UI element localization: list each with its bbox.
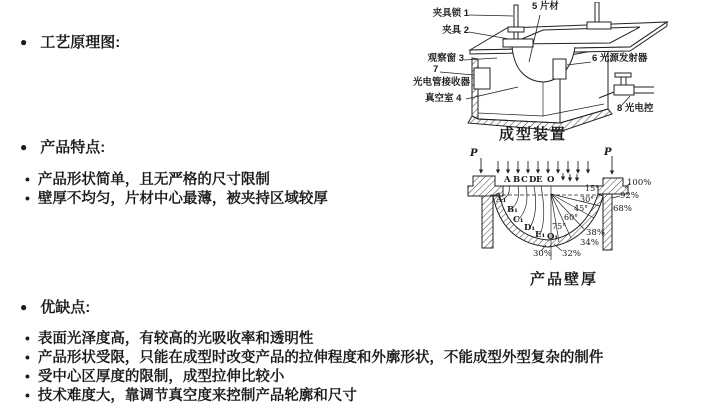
list-item [25,188,328,207]
section-process-heading [20,31,120,52]
pct-30: 30% [533,249,552,259]
point-b1: B₁ [507,205,518,215]
receiver-label: 光电管接收器 [413,77,471,88]
sub-bullet-icon: • [25,170,30,187]
point-c1: C₁ [513,215,524,225]
bullet-icon: ● [20,139,28,154]
angle-15: 15° [585,184,600,193]
pct-68: 68% [613,204,632,214]
proscons-item-text: 表面光泽度高，有较高的光吸收率和透明性 [37,331,314,347]
forming-device-figure [393,2,720,148]
pct-34: 34% [580,238,599,248]
clamp-lock-label: 夹具锁 1 [432,8,469,19]
feature-item-text: 产品形状简单，且无严格的尺寸限制 [37,172,270,188]
vacuum-chamber-label: 真空室 4 [425,93,462,104]
point-d1: D₁ [524,223,536,233]
photo-control-label: 8 光电控 [617,103,654,114]
angle-30: 30° [580,195,595,204]
point-e1: E₁ [535,230,546,240]
wall-thickness-caption: 产品壁厚 [530,271,599,288]
section-features-heading [20,136,105,157]
list-item [25,366,603,385]
point-o: O [547,175,555,185]
angle-45: 45° [574,204,589,213]
proscons-item-text: 受中心区厚度的限制，成型拉伸比较小 [37,369,285,385]
wall-thickness-figure [450,148,720,293]
window-label: 观察窗 3 [427,53,464,64]
point-a: A [504,175,511,185]
proscons-list [25,328,603,404]
pct-100: 100% [627,178,652,188]
list-item [25,385,603,404]
point-e: E [536,175,543,185]
sub-bullet-icon: • [25,367,30,384]
pct-32: 32% [562,249,581,259]
section-proscons-title: 优缺点: [40,299,91,316]
section-proscons-heading [20,296,90,317]
list-item [25,328,603,347]
proscons-item-text: 产品形状受限，只能在成型时改变产品的拉伸程度和外廓形状，不能成型外型复杂的制件 [37,350,604,366]
angle-60: 60° [564,213,579,222]
point-c: C [521,175,528,185]
section-features-title: 产品特点: [40,139,106,156]
sub-bullet-icon: • [25,348,30,365]
point-o1: O₁ [547,232,559,242]
light-source-label: 6 光源发射器 [592,53,648,64]
feature-item-text: 壁厚不均匀，片材中心最薄，被夹持区域较厚 [37,191,328,207]
section-process-title: 工艺原理图: [40,34,121,51]
pressure-label-left: P [470,148,478,159]
sub-bullet-icon: • [25,329,30,346]
list-item [25,347,603,366]
sub-bullet-icon: • [25,386,30,403]
bullet-icon: ● [20,299,28,314]
list-item [25,169,328,188]
features-list [25,169,328,207]
pressure-label-right: P [604,147,612,158]
bullet-icon: ● [20,34,28,49]
forming-device-caption: 成型装置 [499,126,568,143]
sheet-label: 5 片材 [532,1,559,12]
point-b: B [513,175,521,185]
receiver-number-label: 7 [433,64,439,75]
point-a1: A₁ [496,195,507,205]
clamp-label: 夹具 2 [442,25,469,36]
sub-bullet-icon: • [25,189,30,206]
point-d: D [529,175,537,185]
pct-92: 92% [620,191,639,201]
angle-75: 75° [552,222,567,231]
proscons-item-text: 技术难度大，靠调节真空度来控制产品轮廓和尺寸 [37,388,357,404]
pct-38: 38% [586,228,605,238]
